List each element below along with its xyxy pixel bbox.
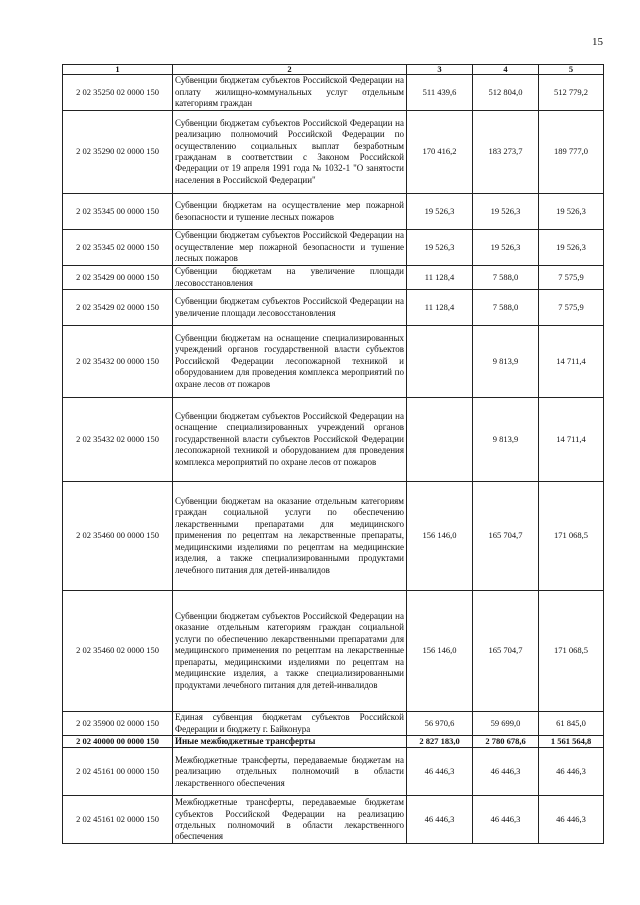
row-description: Субвенции бюджетам на осуществление мер пожарной безопасности и тушение лесных пожаров: [173, 194, 407, 230]
row-value-col5: 46 446,3: [539, 748, 604, 796]
table-row: [63, 266, 604, 290]
row-value-col4: 46 446,3: [473, 748, 539, 796]
row-value-col5: 1 561 564,8: [539, 736, 604, 748]
row-code: 2 02 35432 00 0000 150: [63, 326, 173, 398]
table-row: [63, 111, 604, 194]
row-code: 2 02 40000 00 0000 150: [63, 736, 173, 748]
row-value-col5: 19 526,3: [539, 194, 604, 230]
column-header: 2: [173, 65, 407, 75]
table-header-row: [63, 65, 604, 75]
row-code: 2 02 45161 00 0000 150: [63, 748, 173, 796]
row-value-col5: 171 068,5: [539, 482, 604, 591]
row-value-col3: 46 446,3: [407, 748, 473, 796]
row-description: Субвенции бюджетам на увеличение площади лесовосстановления: [173, 266, 407, 290]
row-description: Межбюджетные трансферты, передаваемые бюджетам на реализацию отдельных полномочий в области лекарственного обеспечения: [173, 748, 407, 796]
table-row: [63, 398, 604, 482]
column-header: 3: [407, 65, 473, 75]
table-row: [63, 736, 604, 748]
row-description: Субвенции бюджетам на оснащение специализированных учреждений органов государственной власти субъектов Российской Федерации лесопожарной техникой и оборудованием для проведения комплекса мероприятий по охране лесов от пожаров: [173, 326, 407, 398]
table-row: [63, 748, 604, 796]
column-header: 1: [63, 65, 173, 75]
row-code: 2 02 35460 02 0000 150: [63, 591, 173, 712]
row-value-col3: 11 128,4: [407, 266, 473, 290]
row-description: Субвенции бюджетам на оказание отдельным категориям граждан социальной услуги по обеспечению лекарственными препаратами для медицинского применения по рецептам на лекарственные препараты, медицинскими изделиями по рецептам на медицинские изделия, а также специализированными продуктами лечебного питания для детей-инвалидов: [173, 482, 407, 591]
row-value-col5: 14 711,4: [539, 398, 604, 482]
row-value-col4: 9 813,9: [473, 326, 539, 398]
row-value-col4: 165 704,7: [473, 591, 539, 712]
row-value-col5: 512 779,2: [539, 75, 604, 111]
row-value-col4: 46 446,3: [473, 796, 539, 844]
row-code: 2 02 35345 00 0000 150: [63, 194, 173, 230]
row-value-col5: 14 711,4: [539, 326, 604, 398]
row-description: Субвенции бюджетам субъектов Российской Федерации на оснащение специализированных учреждений органов государственной власти субъектов Российской Федерации лесопожарной техникой и оборудованием для проведения комплекса мероприятий по охране лесов от пожаров: [173, 398, 407, 482]
row-description: Субвенции бюджетам субъектов Российской Федерации на оказание отдельным категориям граждан социальной услуги по обеспечению лекарственными препаратами для медицинского применения по рецептам на лекарственные препараты, медицинскими изделиями по рецептам на медицинские изделия, а также специализированными продуктами лечебного питания для детей-инвалидов: [173, 591, 407, 712]
row-code: 2 02 35432 02 0000 150: [63, 398, 173, 482]
row-code: 2 02 35429 00 0000 150: [63, 266, 173, 290]
row-value-col3: 511 439,6: [407, 75, 473, 111]
table-body: [63, 75, 604, 844]
row-code: 2 02 35250 02 0000 150: [63, 75, 173, 111]
row-value-col4: 165 704,7: [473, 482, 539, 591]
row-description: Субвенции бюджетам субъектов Российской Федерации на увеличение площади лесовосстановления: [173, 290, 407, 326]
page-number: 15: [592, 36, 603, 48]
row-description: Единая субвенция бюджетам субъектов Российской Федерации и бюджету г. Байконура: [173, 712, 407, 736]
table-row: [63, 712, 604, 736]
row-value-col4: 7 588,0: [473, 266, 539, 290]
row-value-col5: 7 575,9: [539, 290, 604, 326]
row-code: 2 02 35290 02 0000 150: [63, 111, 173, 194]
column-header: 4: [473, 65, 539, 75]
row-code: 2 02 35429 02 0000 150: [63, 290, 173, 326]
row-code: 2 02 35460 00 0000 150: [63, 482, 173, 591]
row-value-col3: 11 128,4: [407, 290, 473, 326]
table-row: [63, 796, 604, 844]
table-row: [63, 230, 604, 266]
table-row: [63, 591, 604, 712]
row-value-col3: 156 146,0: [407, 482, 473, 591]
row-value-col3: 170 416,2: [407, 111, 473, 194]
row-value-col3: 56 970,6: [407, 712, 473, 736]
row-value-col4: 512 804,0: [473, 75, 539, 111]
row-value-col3: 19 526,3: [407, 194, 473, 230]
row-value-col4: 2 780 678,6: [473, 736, 539, 748]
row-value-col5: 46 446,3: [539, 796, 604, 844]
row-value-col5: 7 575,9: [539, 266, 604, 290]
row-value-col5: 19 526,3: [539, 230, 604, 266]
column-header: 5: [539, 65, 604, 75]
row-value-col3: 19 526,3: [407, 230, 473, 266]
row-value-col4: 19 526,3: [473, 230, 539, 266]
row-value-col5: 61 845,0: [539, 712, 604, 736]
row-code: 2 02 45161 02 0000 150: [63, 796, 173, 844]
row-value-col4: 183 273,7: [473, 111, 539, 194]
table-row: [63, 75, 604, 111]
row-value-col4: 19 526,3: [473, 194, 539, 230]
row-description: Субвенции бюджетам субъектов Российской Федерации на осуществление мер пожарной безопасности и тушение лесных пожаров: [173, 230, 407, 266]
row-description: Иные межбюджетные трансферты: [173, 736, 407, 748]
row-description: Субвенции бюджетам субъектов Российской Федерации на оплату жилищно-коммунальных услуг отдельным категориям граждан: [173, 75, 407, 111]
row-value-col3: 2 827 183,0: [407, 736, 473, 748]
row-code: 2 02 35900 02 0000 150: [63, 712, 173, 736]
row-value-col3: 46 446,3: [407, 796, 473, 844]
table-row: [63, 194, 604, 230]
row-value-col4: 7 588,0: [473, 290, 539, 326]
row-value-col4: 59 699,0: [473, 712, 539, 736]
row-value-col3: [407, 398, 473, 482]
row-description: Межбюджетные трансферты, передаваемые бюджетам субъектов Российской Федерации на реализацию отдельных полномочий в области лекарственного обеспечения: [173, 796, 407, 844]
table-row: [63, 326, 604, 398]
row-value-col5: 171 068,5: [539, 591, 604, 712]
row-value-col3: [407, 326, 473, 398]
row-description: Субвенции бюджетам субъектов Российской Федерации на реализацию полномочий Российской Федерации по осуществлению социальных выплат безработным гражданам в соответствии с Законом Российской Федерации от 19 апреля 1991 года № 1032-1 "О занятости населения в Российской Федерации": [173, 111, 407, 194]
row-value-col4: 9 813,9: [473, 398, 539, 482]
table-row: [63, 290, 604, 326]
table-row: [63, 482, 604, 591]
row-value-col5: 189 777,0: [539, 111, 604, 194]
row-code: 2 02 35345 02 0000 150: [63, 230, 173, 266]
budget-table: [62, 64, 604, 844]
row-value-col3: 156 146,0: [407, 591, 473, 712]
